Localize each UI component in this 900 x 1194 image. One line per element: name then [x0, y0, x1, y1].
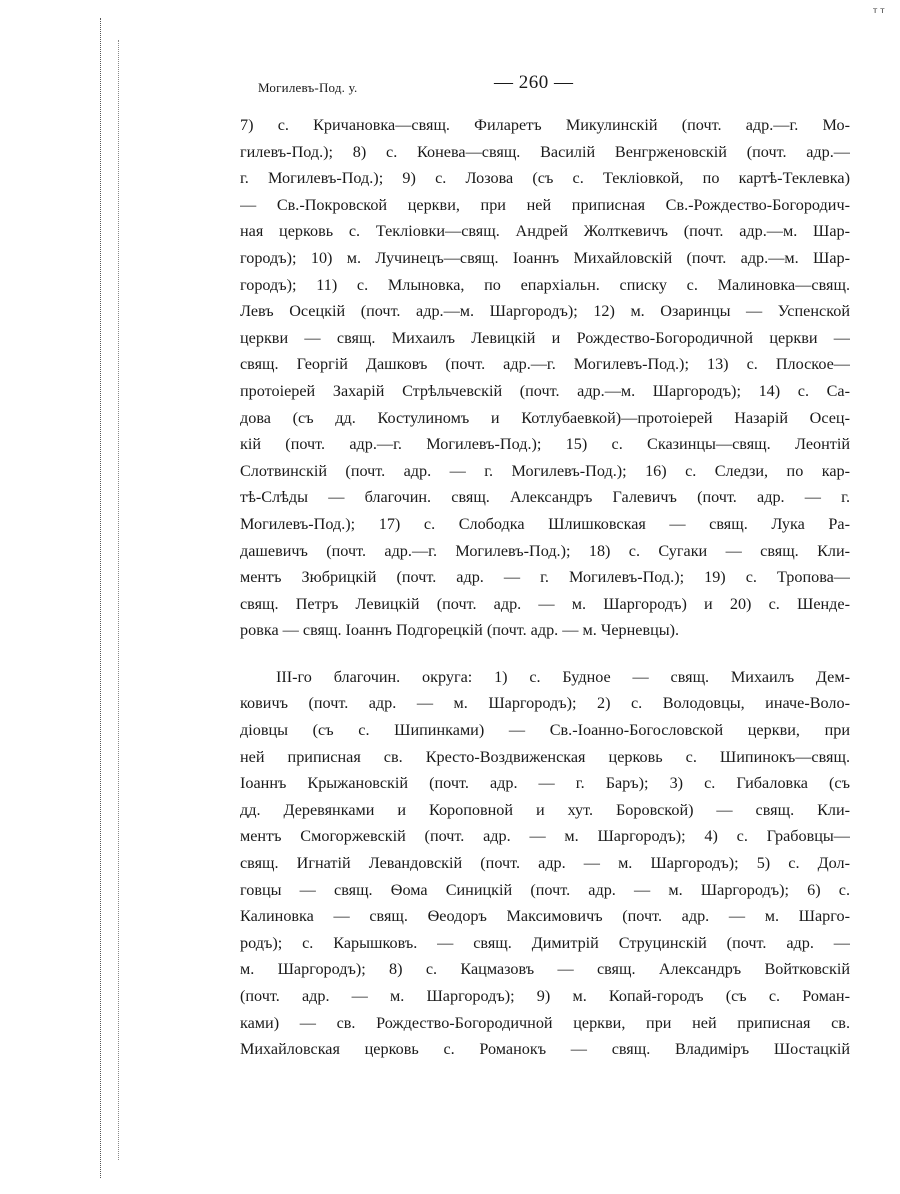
binding-edge-artifact-secondary — [118, 40, 119, 1160]
text-line: говцы — свящ. Ѳома Синицкій (почт. адр. — м. Шаргородъ); 6) с. — [240, 880, 850, 899]
text-line: Левъ Осецкій (почт. адр.—м. Шаргородъ); 12) м. Озаринцы — Успенской — [240, 302, 850, 321]
text-line: свящ. Георгій Дашковъ (почт. адр.—г. Могилевъ-Под.); 13) с. Плоское— — [240, 355, 850, 374]
text-line: Іоаннъ Крыжановскій (почт. адр. — г. Баръ); 3) с. Гибаловка (съ — [240, 774, 850, 793]
paragraph-1 — [240, 112, 850, 644]
text-line: ровка — свящ. Іоаннъ Подгорецкій (почт. адр. — м. Черневцы). — [240, 621, 680, 640]
page-header — [246, 72, 846, 98]
corner-scan-mark: ᵀᵀ — [871, 6, 886, 20]
text-line: — Св.-Покровской церкви, при ней приписная Св.-Рождество-Богородич- — [240, 195, 850, 214]
text-line: (почт. адр. — м. Шаргородъ); 9) м. Копай-городъ (съ с. Роман- — [240, 987, 850, 1005]
text-line: Михайловская церковь с. Романокъ — свящ. Владиміръ Шостацкій — [240, 1040, 850, 1059]
binding-edge-artifact — [100, 18, 101, 1178]
text-line: гилевъ-Под.); 8) с. Конева—свящ. Василій Венгрженовскій (почт. адр.— — [240, 142, 850, 161]
paragraph-2 — [240, 664, 850, 1063]
text-line: діовцы (съ с. Шипинками) — Св.-Іоанно-Богословской церкви, при — [240, 721, 850, 740]
text-line: III-го благочин. округа: 1) с. Будное — свящ. Михаилъ Дем- — [276, 667, 850, 686]
text-line: церкви — свящ. Михаилъ Левицкій и Рождество-Богородичной церкви — — [240, 328, 850, 347]
text-line: кій (почт. адр.—г. Могилевъ-Под.); 15) с. Сказинцы—свящ. Леонтій — [240, 435, 850, 454]
text-line: Слотвинскій (почт. адр. — г. Могилевъ-Под.); 16) с. Следзи, по кар- — [240, 461, 850, 480]
text-line: свящ. Петръ Левицкій (почт. адр. — м. Шаргородъ) и 20) с. Шенде- — [240, 594, 850, 613]
text-line: дашевичъ (почт. адр.—г. Могилевъ-Под.); 18) с. Сугаки — свящ. Кли- — [240, 541, 850, 560]
text-line: м. Шаргородъ); 8) с. Кацмазовъ — свящ. Александръ Войтковскій — [240, 960, 850, 979]
text-line: ментъ Зюбрицкій (почт. адр. — г. Могилевъ-Под.); 19) с. Тропова— — [240, 568, 850, 587]
text-line: городъ); 10) м. Лучинецъ—свящ. Іоаннъ Михайловскій (почт. адр.—м. Шар- — [240, 248, 850, 267]
text-line: протоіерей Захарій Стрѣльчевскій (почт. адр.—м. Шаргородъ); 14) с. Са- — [240, 381, 850, 400]
text-line: г. Могилевъ-Под.); 9) с. Лозова (съ с. Текліовкой, по картѣ-Теклевка) — [240, 169, 850, 188]
paragraph-gap — [240, 644, 850, 664]
text-line: дова (съ дд. Костулиномъ и Котлубаевкой)—протоіерей Назарій Осец- — [240, 408, 850, 427]
text-line: родъ); с. Карышковъ. — свящ. Димитрій Струцинскій (почт. адр. — — [240, 933, 850, 952]
text-line: Могилевъ-Под.); 17) с. Слободка Шлишковская — свящ. Лука Ра- — [240, 514, 850, 533]
page-number: — 260 — — [494, 72, 574, 93]
text-line: ковичъ (почт. адр. — м. Шаргородъ); 2) с. Володовцы, иначе-Воло- — [240, 694, 850, 713]
text-line: ная церковь с. Текліовки—свящ. Андрей Жолткевичъ (почт. адр.—м. Шар- — [240, 222, 850, 241]
text-line: тѣ-Слѣды — благочин. свящ. Александръ Галевичъ (почт. адр. — г. — [240, 488, 850, 507]
text-line: ментъ Смогоржевскій (почт. адр. — м. Шаргородъ); 4) с. Грабовцы— — [240, 827, 850, 846]
text-line: ками) — св. Рождество-Богородичной церкви, при ней приписная св. — [240, 1013, 850, 1032]
text-line: 7) с. Кричановка—свящ. Филаретъ Микулинскій (почт. адр.—г. Мо- — [240, 116, 850, 134]
text-line: дд. Деревянками и Короповной и хут. Боровской) — свящ. Кли- — [240, 800, 850, 819]
text-line: ней приписная св. Кресто-Воздвиженская церковь с. Шипинокъ—свящ. — [240, 747, 850, 766]
running-head: Могилевъ-Под. у. — [258, 80, 358, 95]
text-line: городъ); 11) с. Млыновка, по епархіальн. списку с. Малиновка—свящ. — [240, 275, 850, 294]
body-text — [240, 112, 850, 1063]
text-line: Калиновка — свящ. Ѳеодоръ Максимовичъ (почт. адр. — м. Шарго- — [240, 907, 850, 926]
text-line: свящ. Игнатій Левандовскій (почт. адр. — м. Шаргородъ); 5) с. Дол- — [240, 854, 850, 873]
